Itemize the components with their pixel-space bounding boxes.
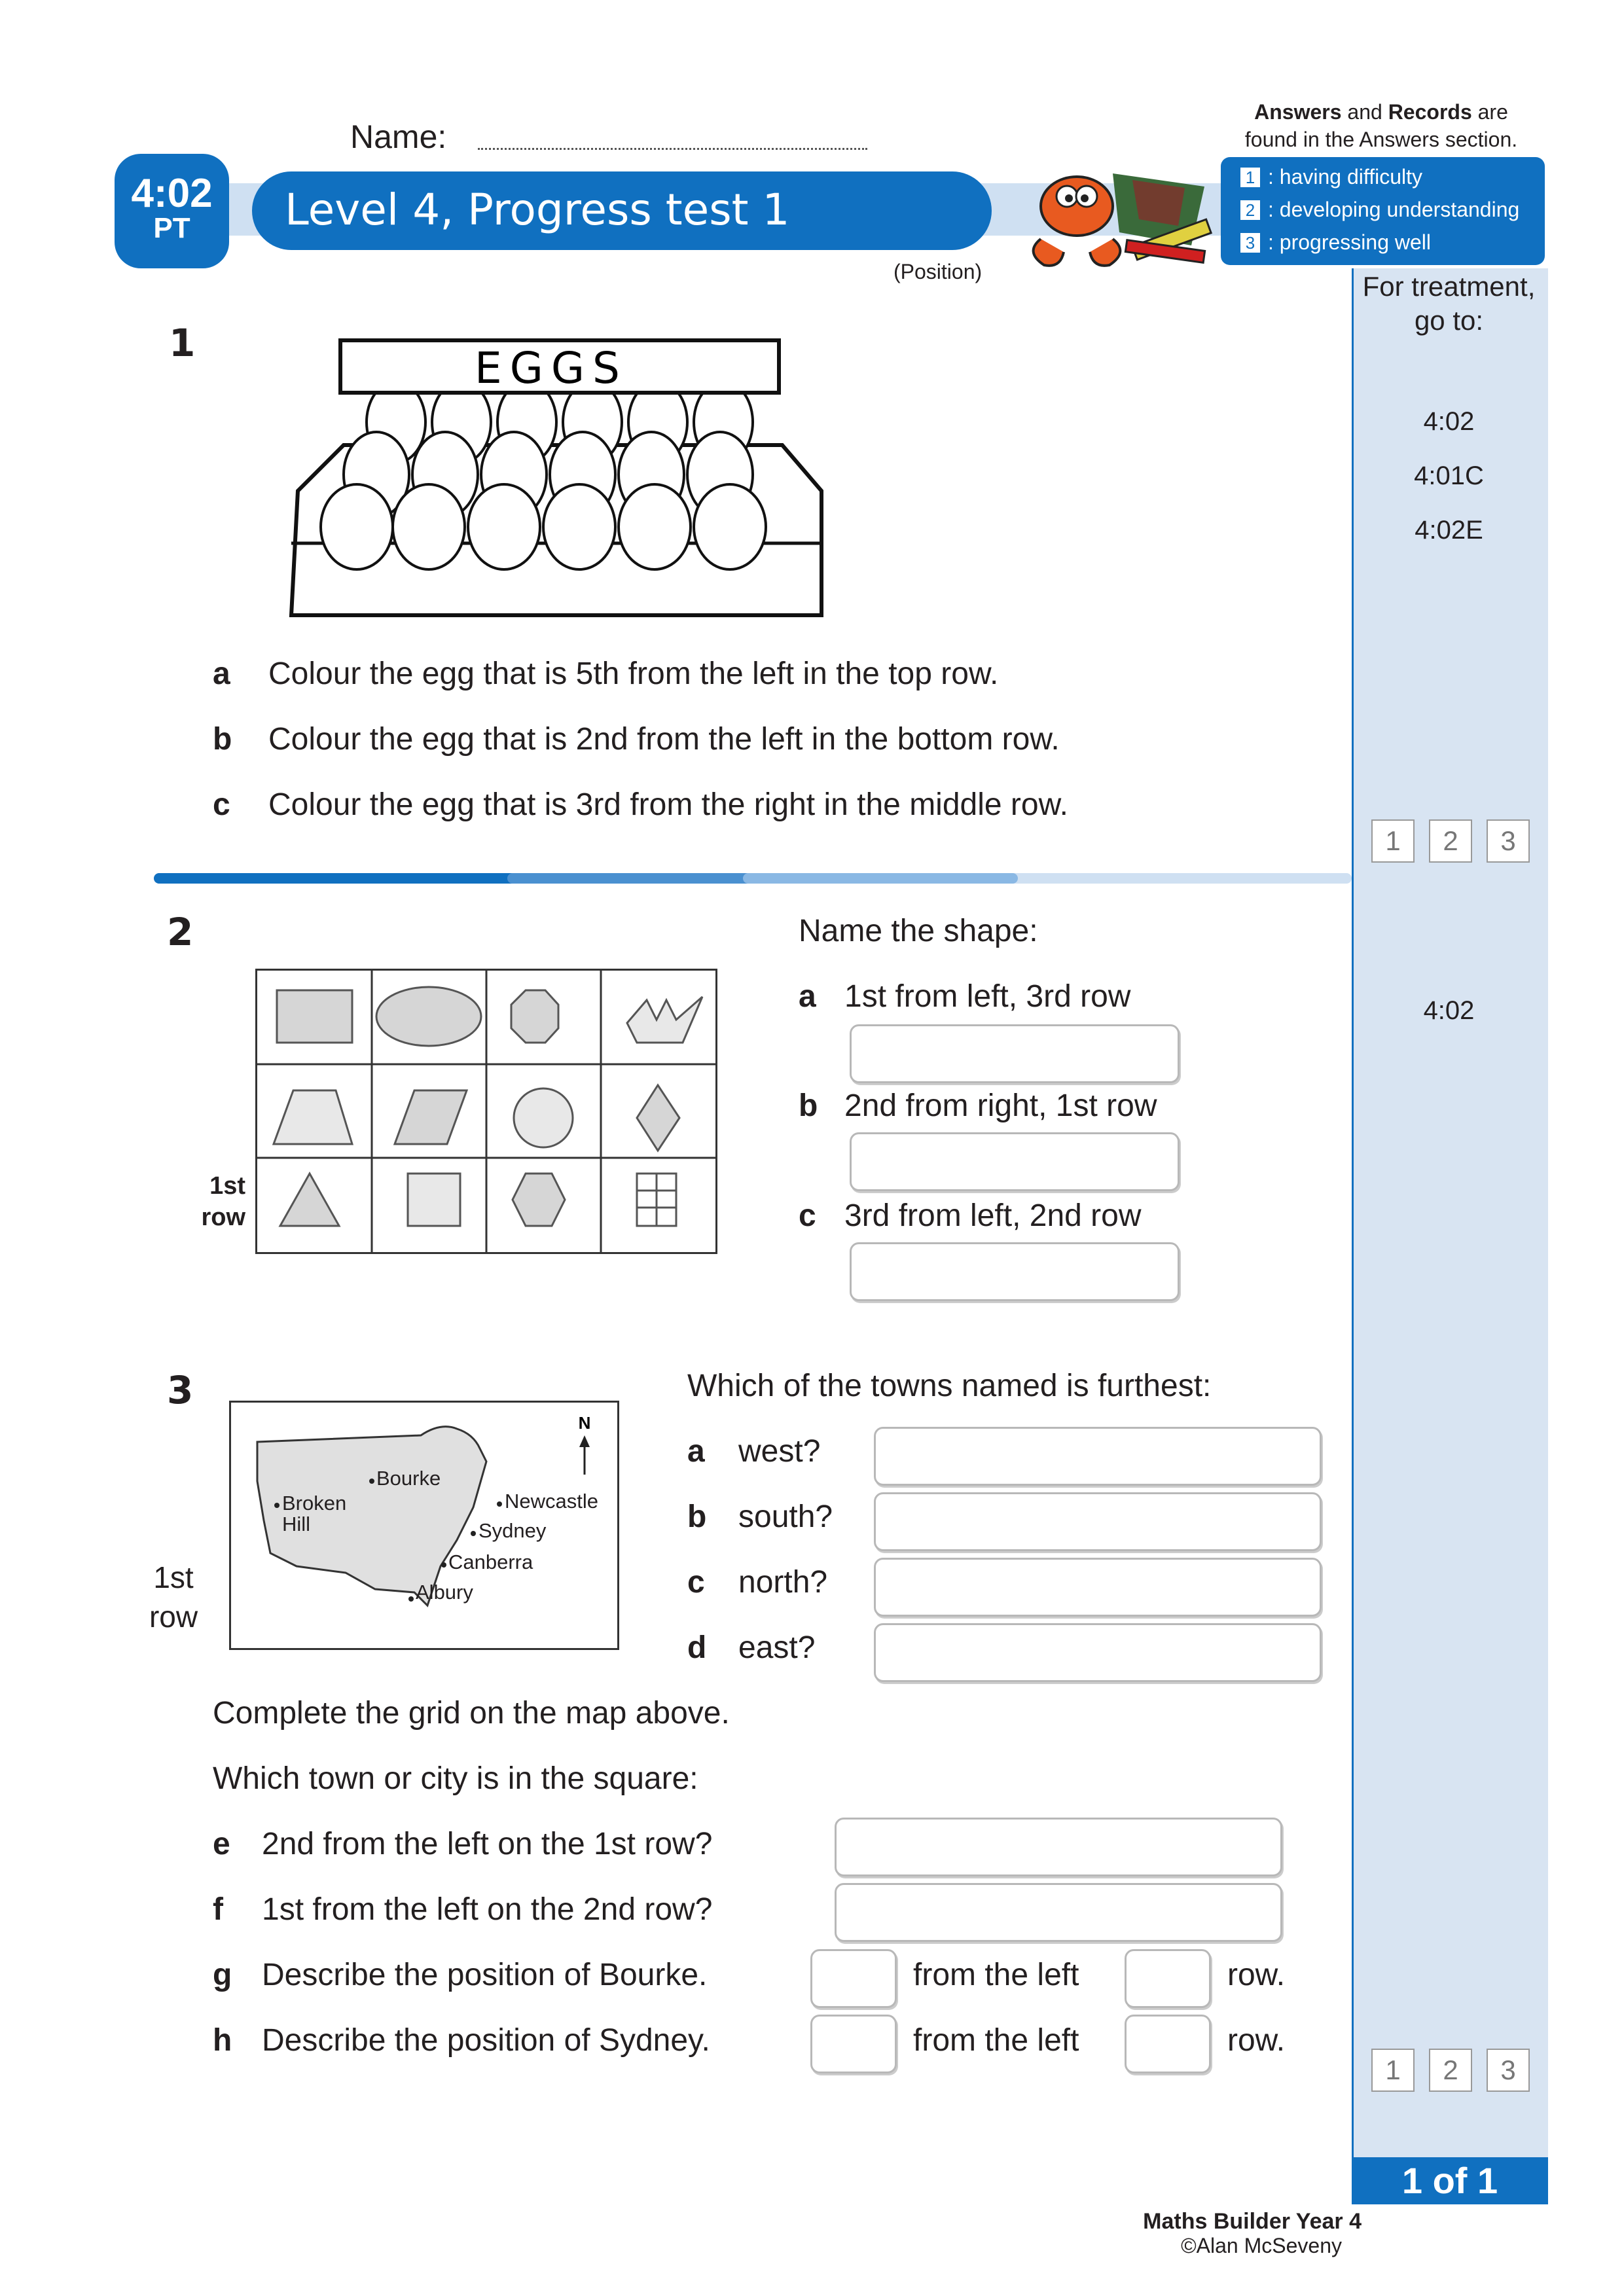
shape-grid [255,969,717,1254]
item-letter: c [213,787,230,822]
legend-num: 1 [1240,168,1260,187]
treatment-link[interactable]: 4:02 [1423,996,1475,1025]
answers-and: and [1341,100,1388,124]
score-legend [1221,157,1545,265]
answer-box[interactable] [874,1623,1322,1682]
answer-box-small[interactable] [810,2015,897,2073]
item-letter: h [213,2023,232,2058]
q3-which: Which town or city is in the square: [213,1761,698,1796]
legend-num: 2 [1240,200,1260,220]
book-title: Maths Builder Year 4 [1143,2209,1362,2234]
copyright: ©Alan McSeveny [1181,2234,1342,2257]
question-item [799,1198,1142,1234]
question-item [213,1892,712,1928]
answers-are: are [1471,100,1508,124]
q3-prompt: Which of the towns named is furthest: [687,1369,1212,1403]
legend-num: 3 [1240,233,1260,253]
answer-box[interactable] [850,1024,1180,1083]
row-word: row. [1227,2023,1286,2058]
item-letter: a [799,979,816,1014]
test-badge [115,154,229,268]
treatment-link[interactable]: 4:02 [1423,407,1475,436]
item-text: south? [738,1499,833,1534]
item-text: west? [738,1434,821,1469]
treatment-line2: go to: [1414,305,1484,336]
answer-box[interactable] [850,1242,1180,1301]
treatment-line1: For treatment, [1362,271,1536,302]
item-text: Colour the egg that is 5th from the left in the top row. [268,656,999,691]
row-label [141,1558,206,1636]
question-number: 1 [169,321,196,365]
name-label: Name: [350,118,447,155]
shapes [257,971,715,1252]
from-left-label: from the left [913,2023,1079,2058]
name-field[interactable] [478,148,867,150]
score-box[interactable]: 2 [1429,2049,1472,2092]
item-text: 3rd from left, 2nd row [844,1198,1142,1233]
treatment-link[interactable]: 4:01C [1414,461,1484,490]
item-letter: b [799,1088,818,1123]
town-label: Hill [282,1513,311,1535]
section-divider [154,870,1352,885]
item-text: 1st from left, 3rd row [844,979,1131,1014]
item-text: 1st from the left on the 2nd row? [262,1892,713,1927]
score-box[interactable]: 1 [1371,2049,1415,2092]
item-text: Colour the egg that is 3rd from the right in the middle row. [268,787,1068,822]
badge-sub: PT [153,212,190,244]
score-box[interactable]: 2 [1429,819,1472,863]
question-item [213,2022,710,2058]
question-number: 2 [167,910,194,954]
answer-box[interactable] [835,1818,1282,1876]
treatment-link[interactable]: 4:02E [1415,516,1483,545]
question-item [213,721,1060,757]
item-text: 2nd from the left on the 1st row? [262,1827,713,1861]
item-letter: a [687,1434,705,1469]
answer-box[interactable] [850,1132,1180,1191]
item-letter: c [687,1565,705,1600]
row-word: row. [1227,1958,1286,1992]
nsw-map [229,1401,619,1650]
treatment-label [1352,270,1546,338]
item-text: 2nd from right, 1st row [844,1088,1157,1123]
q3-complete: Complete the grid on the map above. [213,1696,730,1731]
answers-note [1218,98,1545,153]
score-box[interactable]: 3 [1487,2049,1530,2092]
row-label-1st: 1st [153,1560,194,1594]
item-text: Describe the position of Bourke. [262,1958,708,1992]
lobster-mascot-icon [1001,147,1224,278]
question-item [687,1630,815,1666]
carton-label: EGGS [475,343,628,393]
egg-carton-image [278,327,835,622]
question-item [213,656,998,692]
badge-number: 4:02 [131,171,213,216]
row-label-row: row [149,1600,198,1634]
legend-text: : progressing well [1268,230,1431,254]
q2-prompt: Name the shape: [799,914,1038,948]
row-label-1st: 1st [209,1172,245,1200]
item-letter: f [213,1892,223,1927]
north-label: N [578,1413,591,1433]
score-boxes-q3 [1371,2049,1530,2092]
item-letter: d [687,1630,707,1665]
from-left-label: from the left [913,1958,1079,1992]
score-boxes-q1 [1371,819,1530,863]
item-letter: c [799,1198,816,1233]
item-letter: e [213,1827,230,1861]
question-item [213,787,1068,823]
legend-text: : having difficulty [1268,165,1422,188]
question-item [687,1564,827,1600]
town-label: Broken [282,1492,347,1515]
item-text: east? [738,1630,816,1665]
question-item [687,1433,820,1469]
answer-box-small[interactable] [810,1949,897,2008]
score-box[interactable]: 3 [1487,819,1530,863]
score-box[interactable]: 1 [1371,819,1415,863]
treatment-panel [1352,268,1548,2202]
answer-box-small[interactable] [1125,1949,1211,2008]
item-text: Describe the position of Sydney. [262,2023,710,2058]
row-label-row: row [201,1204,245,1231]
town-label: Albury [416,1581,473,1604]
legend-text: : developing understanding [1268,198,1520,221]
page-number: 1 of 1 [1352,2157,1548,2204]
topic-label: (Position) [893,260,983,283]
answers-line2: found in the Answers section. [1244,128,1518,151]
answers-word: Answers [1254,100,1342,124]
item-letter: g [213,1958,232,1992]
records-word: Records [1388,100,1472,124]
page-title: Level 4, Progress test 1 [285,185,790,235]
answer-box[interactable] [835,1883,1282,1942]
town-label: Canberra [448,1551,533,1573]
town-label: Sydney [478,1519,547,1542]
answer-box[interactable] [874,1558,1322,1617]
item-text: Colour the egg that is 2nd from the left in the bottom row. [268,722,1060,757]
item-letter: a [213,656,230,691]
question-item [213,1957,707,1993]
question-item [213,1826,712,1862]
question-number: 3 [167,1368,194,1412]
item-text: north? [738,1565,828,1600]
town-label: Bourke [376,1467,441,1490]
question-item [799,978,1130,1014]
question-item [799,1088,1157,1124]
answer-box[interactable] [874,1492,1322,1551]
row-label [196,1170,245,1233]
question-item [687,1499,833,1535]
answer-box-small[interactable] [1125,2015,1211,2073]
answer-box[interactable] [874,1427,1322,1486]
item-letter: b [213,722,232,757]
item-letter: b [687,1499,707,1534]
town-label: Newcastle [505,1490,598,1513]
